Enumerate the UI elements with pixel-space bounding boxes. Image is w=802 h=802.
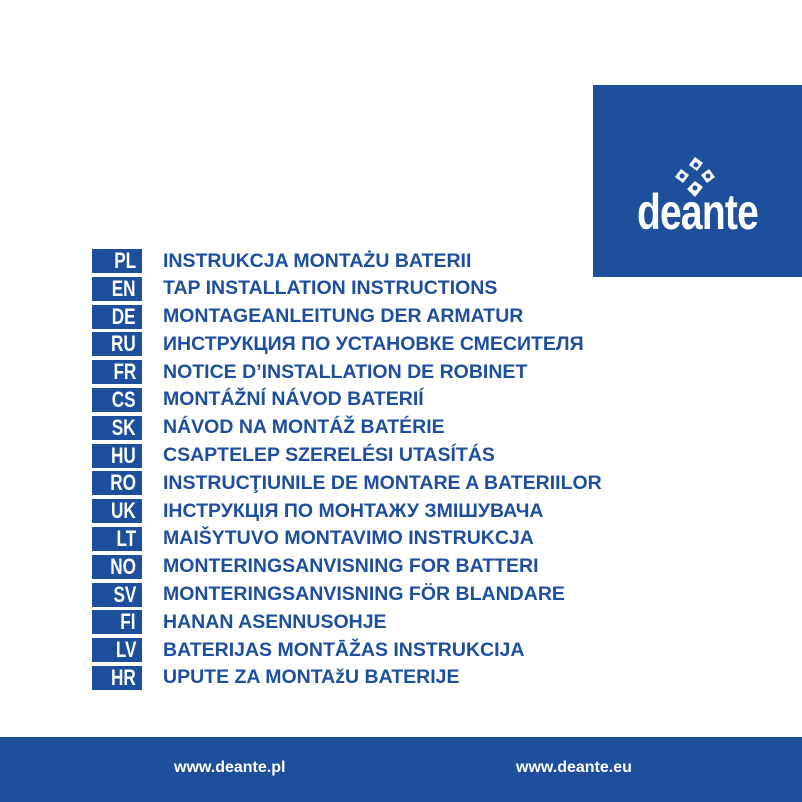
language-code-badge (92, 638, 142, 662)
language-row (92, 249, 602, 273)
language-row (92, 360, 602, 384)
instruction-title: MAIŠYTUVO MONTAVIMO INSTRUKCJA (163, 527, 534, 550)
language-code-badge (92, 249, 142, 273)
instruction-title: ИНСТРУКЦИЯ ПО УСТАНОВКЕ СМЕСИТЕЛЯ (163, 332, 584, 355)
instruction-title: MONTERINGSANVISNING FOR BATTERI (163, 555, 539, 578)
language-code-badge (92, 499, 142, 523)
website-link-eu[interactable]: www.deante.eu (516, 759, 632, 776)
language-row (92, 555, 602, 579)
language-row (92, 444, 602, 468)
footer-band (0, 737, 802, 802)
language-code-badge (92, 444, 142, 468)
language-row (92, 666, 602, 690)
language-code: PL (114, 248, 136, 273)
language-code: FR (113, 359, 136, 385)
instruction-title: MONTÁŽNÍ NÁVOD BATERIÍ (163, 388, 424, 411)
language-code: LV (115, 637, 136, 663)
language-code: CS (112, 386, 136, 412)
language-row (92, 583, 602, 607)
instruction-title: INSTRUCŢIUNILE DE MONTARE A BATERIILOR (163, 471, 602, 494)
language-code: SK (112, 414, 136, 440)
instruction-title: NÁVOD NA MONTÁŽ BATÉRIE (163, 416, 445, 439)
language-code: SV (113, 581, 136, 607)
language-code-badge (92, 388, 142, 412)
language-row (92, 388, 602, 412)
language-code: RO (110, 470, 136, 496)
language-code: FI (120, 609, 136, 635)
language-list (92, 249, 602, 694)
language-code-badge (92, 555, 142, 579)
instruction-title: UPUTE ZA MONTAžU BATERIJE (163, 666, 460, 689)
language-row (92, 416, 602, 440)
language-code-badge (92, 360, 142, 384)
language-code-badge (92, 416, 142, 440)
language-code: LT (116, 525, 136, 551)
language-code-badge (92, 305, 142, 329)
language-row (92, 471, 602, 495)
language-row (92, 610, 602, 634)
language-code: HR (111, 664, 136, 690)
instruction-title: INSTRUKCJA MONTAŻU BATERII (163, 249, 472, 272)
instruction-title: NOTICE D’INSTALLATION DE ROBINET (163, 360, 528, 383)
language-row (92, 638, 602, 662)
instruction-title: ІНСТРУКЦІЯ ПО МОНТАЖУ ЗМІШУВАЧА (163, 499, 544, 522)
website-link-pl[interactable]: www.deante.pl (174, 759, 286, 776)
language-code-badge (92, 471, 142, 495)
language-code-badge (92, 332, 142, 356)
language-code: RU (111, 331, 136, 357)
instruction-title: BATERIJAS MONTĀŽAS INSTRUKCIJA (163, 638, 525, 661)
brand-logo (593, 85, 802, 277)
language-code: HU (111, 442, 136, 468)
instruction-title: MONTERINGSANVISNING FÖR BLANDARE (163, 583, 565, 606)
language-code: NO (110, 553, 136, 579)
language-code: DE (112, 303, 136, 329)
instruction-title: MONTAGEANLEITUNG DER ARMATUR (163, 305, 524, 328)
language-code-badge (92, 583, 142, 607)
language-row (92, 527, 602, 551)
logo-wordmark: deante (636, 184, 759, 240)
language-code-badge (92, 527, 142, 551)
instruction-title: TAP INSTALLATION INSTRUCTIONS (163, 277, 498, 300)
language-row (92, 277, 602, 301)
language-code-badge (92, 666, 142, 690)
language-row (92, 499, 602, 523)
language-row (92, 332, 602, 356)
language-code: UK (111, 498, 136, 524)
instruction-title: HANAN ASENNUSOHJE (163, 610, 387, 633)
language-row (92, 305, 602, 329)
language-code-badge (92, 277, 142, 301)
instruction-title: CSAPTELEP SZERELÉSI UTASÍTÁS (163, 444, 495, 467)
language-code-badge (92, 610, 142, 634)
language-code: EN (112, 275, 136, 301)
